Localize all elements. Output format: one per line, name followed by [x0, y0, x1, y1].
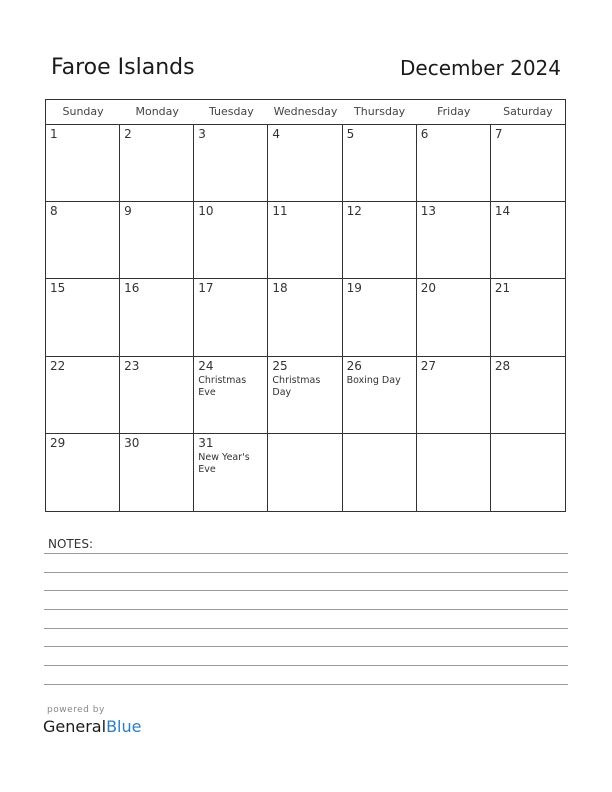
day-number: 14 [494, 204, 511, 219]
weekday-thursday: Thursday [354, 105, 406, 118]
note-line [44, 590, 568, 591]
day-number: 11 [272, 204, 288, 219]
day-cell [343, 279, 417, 355]
day-cell [491, 357, 565, 433]
day-number: 7 [494, 127, 503, 141]
day-number: 27 [420, 358, 436, 373]
day-number: 25 [272, 358, 288, 373]
day-number: 15 [50, 281, 66, 296]
day-cell [417, 434, 491, 511]
weekday-wednesday: Wednesday [273, 105, 338, 118]
day-number: 22 [50, 358, 66, 373]
day-cell [343, 434, 417, 511]
holiday-label: New Year's Eve [198, 451, 250, 475]
day-number: 24 [198, 358, 214, 373]
calendar-grid [45, 99, 566, 512]
note-line [44, 572, 568, 573]
holiday-label: Boxing Day [346, 374, 401, 386]
day-number: 26 [346, 358, 362, 373]
day-cell [417, 357, 491, 433]
holiday-label: Christmas Eve [198, 374, 247, 398]
note-line [44, 553, 568, 554]
day-number: 16 [124, 281, 140, 296]
day-number: 4 [272, 127, 281, 141]
weekday-tuesday: Tuesday [208, 105, 254, 118]
day-number: 12 [346, 204, 362, 219]
day-cell [194, 434, 268, 511]
day-number: 23 [124, 358, 140, 373]
day-number: 5 [346, 127, 355, 141]
week-row [46, 357, 565, 434]
note-line [44, 609, 568, 610]
day-cell [120, 357, 194, 433]
day-cell [343, 357, 417, 433]
day-number: 31 [198, 435, 214, 450]
day-cell [194, 357, 268, 433]
day-number: 3 [198, 127, 206, 141]
week-row [46, 434, 565, 511]
day-number: 19 [346, 281, 362, 296]
day-cell [491, 279, 565, 355]
day-number: 13 [420, 204, 436, 219]
day-cell [46, 434, 120, 511]
day-number: 30 [124, 435, 140, 450]
weekday-header-row [46, 100, 565, 125]
day-number: 1 [50, 127, 58, 141]
day-cell [417, 125, 491, 201]
logo-general-text: General [43, 717, 107, 736]
day-cell [268, 434, 342, 511]
weekday-sunday: Sunday [62, 105, 104, 118]
note-line [44, 646, 568, 647]
calendar-month-title: December 2024 [400, 56, 561, 80]
weekday-friday: Friday [437, 105, 471, 118]
day-cell [417, 202, 491, 278]
day-cell [268, 357, 342, 433]
day-number: 21 [494, 281, 511, 296]
day-number: 17 [198, 281, 214, 296]
day-cell [491, 434, 565, 511]
week-row [46, 202, 565, 279]
weekday-saturday: Saturday [503, 105, 553, 118]
day-number: 28 [494, 358, 511, 373]
day-cell [343, 125, 417, 201]
day-cell [194, 279, 268, 355]
day-cell [194, 202, 268, 278]
day-cell [417, 279, 491, 355]
note-line [44, 665, 568, 666]
weekday-monday: Monday [135, 105, 179, 118]
day-cell [268, 279, 342, 355]
day-cell [268, 202, 342, 278]
day-cell [491, 202, 565, 278]
day-cell [120, 279, 194, 355]
generalblue-logo [43, 717, 141, 736]
day-cell [120, 125, 194, 201]
day-number: 6 [420, 127, 429, 141]
week-row [46, 279, 565, 356]
day-cell [46, 202, 120, 278]
day-cell [268, 125, 342, 201]
note-line [44, 684, 568, 685]
day-cell [120, 202, 194, 278]
day-cell [343, 202, 417, 278]
powered-by-text: powered by [47, 705, 105, 715]
notes-label: NOTES: [48, 537, 93, 551]
day-cell [194, 125, 268, 201]
day-number: 18 [272, 281, 288, 296]
day-number: 20 [420, 281, 436, 296]
day-cell [120, 434, 194, 511]
day-number: 10 [198, 204, 214, 219]
day-number: 29 [50, 435, 66, 450]
day-cell [46, 279, 120, 355]
day-number: 2 [124, 127, 132, 141]
day-cell [46, 125, 120, 201]
week-row [46, 125, 565, 202]
note-line [44, 628, 568, 629]
day-cell [491, 125, 565, 201]
weeks-container [46, 125, 565, 511]
day-number: 8 [50, 204, 58, 219]
holiday-label: Christmas Day [272, 374, 321, 398]
logo-blue-text: Blue [106, 717, 142, 736]
calendar-country-title: Faroe Islands [51, 55, 195, 80]
day-number: 9 [124, 204, 132, 219]
day-cell [46, 357, 120, 433]
